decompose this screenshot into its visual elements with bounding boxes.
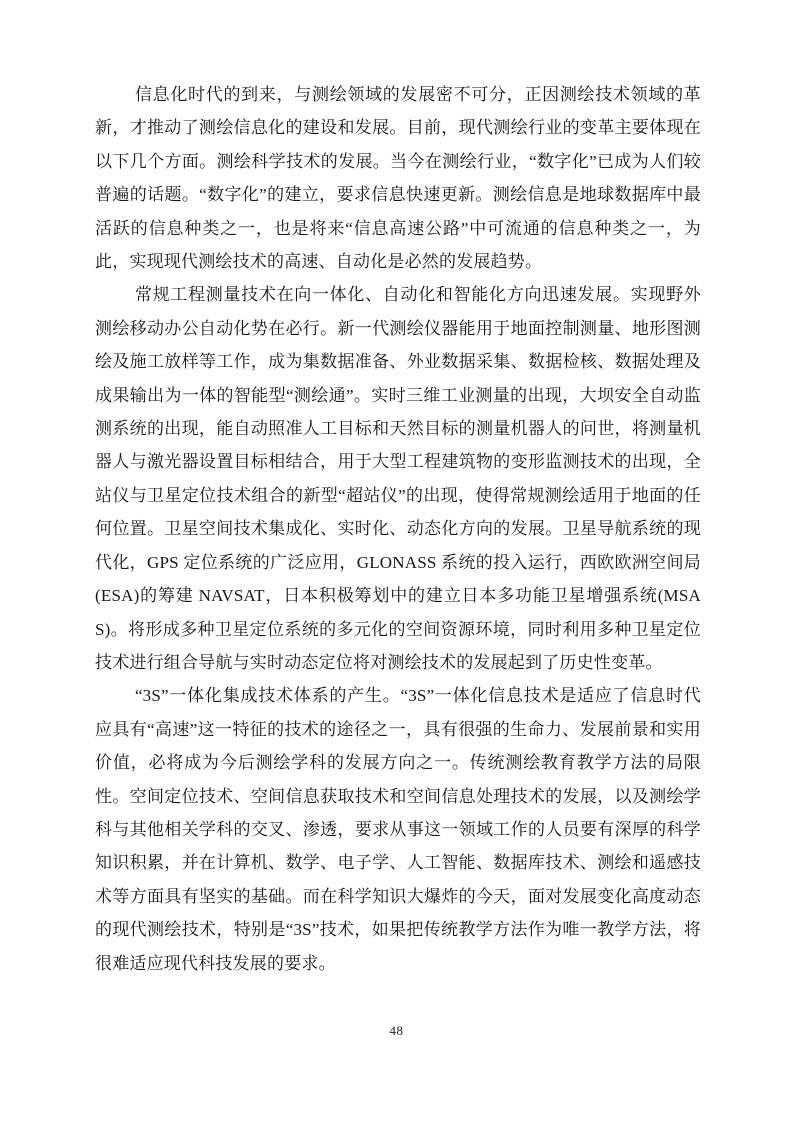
paragraph-2: 常规工程测量技术在向一体化、自动化和智能化方向迅速发展。实现野外测绘移动办公自动化势在必行。新一代测绘仪器能用于地面控制测量、地形图测绘及施工放样等工作，成为集数据准备、外业数据采集、数据检核、数据处理及成果输出为一体的智能型“测绘通”。实时三维工业测量的出现，大坝安全自动监测系统的出现，能自动照准人工目标和天然目标的测量机器人的问世，将测量机器人与激光器设置目标相结合，用于大型工程建筑物的变形监测技术的出现，全站仪与卫星定位技术组合的新型“超站仪”的出现，使得常规测绘适用于地面的任何位置。卫星空间技术集成化、实时化、动态化方向的发展。卫星导航系统的现代化，GPS 定位系统的广泛应用，GLONASS 系统的投入运行，西欧欧洲空间局(ESA)的筹建 NAVSAT，日本积极筹划中的建立日本多功能卫星增强系统(MSAS)。将形成多种卫星定位系统的多元化的空间资源环境，同时利用多种卫星定位技术进行组合导航与实时动态定位将对测绘技术的发展起到了历史性变革。 bbox=[95, 285, 701, 672]
document-body bbox=[95, 78, 701, 980]
page-number: 48 bbox=[389, 1023, 404, 1038]
paragraph-1: 信息化时代的到来，与测绘领域的发展密不可分，正因测绘技术领域的革新，才推动了测绘信息化的建设和发展。目前，现代测绘行业的变革主要体现在以下几个方面。测绘科学技术的发展。当今在测绘行业，“数字化”已成为人们较普遍的话题。“数字化”的建立，要求信息快速更新。测绘信息是地球数据库中最活跃的信息种类之一，也是将来“信息高速公路”中可流通的信息种类之一，为此，实现现代测绘技术的高速、自动化是必然的发展趋势。 bbox=[95, 85, 701, 272]
paragraph-3: “3S”一体化集成技术体系的产生。“3S”一体化信息技术是适应了信息时代应具有“高速”这一特征的技术的途径之一，具有很强的生命力、发展前景和实用价值，必将成为今后测绘学科的发展方向之一。传统测绘教育教学方法的局限性。空间定位技术、空间信息获取技术和空间信息处理技术的发展，以及测绘学科与其他相关学科的交叉、渗透，要求从事这一领域工作的人员要有深厚的科学知识积累，并在计算机、数学、电子学、人工智能、数据库技术、测绘和遥感技术等方面具有坚实的基础。而在科学知识大爆炸的今天，面对发展变化高度动态的现代测绘技术，特别是“3S”技术，如果把传统教学方法作为唯一教学方法，将很难适应现代科技发展的要求。 bbox=[95, 686, 701, 973]
